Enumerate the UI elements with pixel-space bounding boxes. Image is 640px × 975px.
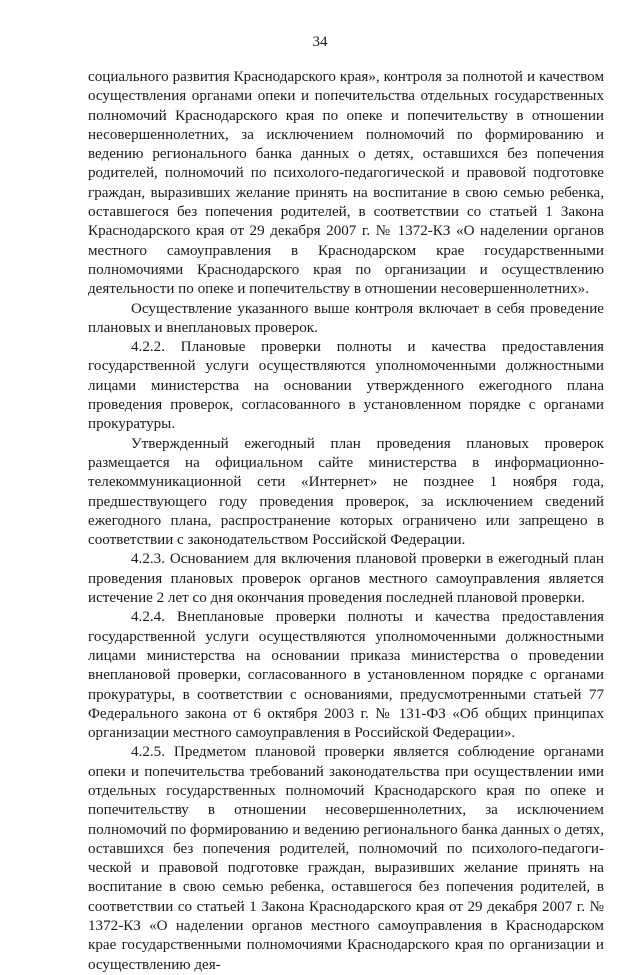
paragraph: Утвержденный ежегодный план проведения плановых проверок размещается на официальном сайте министерства в информационно-телекоммуникационной сети «Интернет» не позднее 1 ноября года, предшествующего году проведения проверок, за исключением сведений ежегодного плана, распространение которых ограничено или запрещено в соответствии с законодательством Российской Федерации. [88, 435, 604, 549]
document-body [88, 68, 604, 975]
paragraph: 4.2.5. Предметом плановой проверки является соблюдение органами опеки и попечительства требований законодательства при осуществлении ими отдельных государственных полномочий Краснодарского края по опеке и попечительству в отношении несовершеннолетних, за исключением полномочий по формированию и ведению регионального банка данных о детях, оставшихся без попечения родителей, полномочий по психолого-педагоги-ческой и правовой подготовке граждан, выразивших желание принять на воспитание в свою семью ребенка, оставшегося без попечения родителей, в соответствии со статьей 1 Закона Краснодарского края от 29 декабря 2007 г. № 1372-КЗ «О наделении органов местного самоуправления в Краснодарском крае государственными полномочиями Краснодарского края по организации и осуществлению дея- [88, 744, 604, 973]
paragraph: 4.2.3. Основанием для включения плановой проверки в ежегодный план проведения плановых проверок органов местного самоуправления является истечение 2 лет со дня окончания проведения последней плановой проверки. [88, 551, 604, 607]
page-number: 34 [312, 34, 328, 50]
paragraph: 4.2.4. Внеплановые проверки полноты и качества предоставления государственной услуги осуществляются уполномоченными должностными лицами министерства на основании приказа министерства о проведении внеплановой проверки, согласованного в установленном порядке с органами прокуратуры, в соответствии с основаниями, предусмотренными статьей 77 Федерального закона от 6 октября 2003 г. № 131-ФЗ «Об общих принципах организации местного самоуправления в Российской Федерации». [88, 609, 604, 742]
paragraph: Осуществление указанного выше контроля включает в себя проведение плановых и внеплановых проверок. [88, 300, 604, 336]
paragraph: социального развития Краснодарского края», контроля за полнотой и качеством осуществления органами опеки и попечительства отдельных государственных полномочий Краснодарского края по опеке и попечительству в отношении несовершеннолетних, за исключением полномочий по формированию и ведению регионального банка данных о детях, оставшихся без попечения родителей, полномочий по психолого-педагогической и правовой подготовке граждан, выразивших желание принять на воспитание в свою семью ребенка, оставшегося без попечения родителей, в соответствии со статьей 1 Закона Краснодарского края от 29 декабря 2007 г. № 1372-КЗ «О наделении органов местного самоуправления в Краснодарском крае государственными полномочиями Краснодарского края по организации и осуществлению деятельности по опеке и попечительству в отношении несовершеннолетних». [88, 69, 604, 298]
paragraph: 4.2.2. Плановые проверки полноты и качества предоставления государственной услуги осуществляются уполномоченными должностными лицами министерства на основании утвержденного ежегодного плана проведения проверок, согласованного в установленном порядке с органами прокуратуры. [88, 339, 604, 433]
